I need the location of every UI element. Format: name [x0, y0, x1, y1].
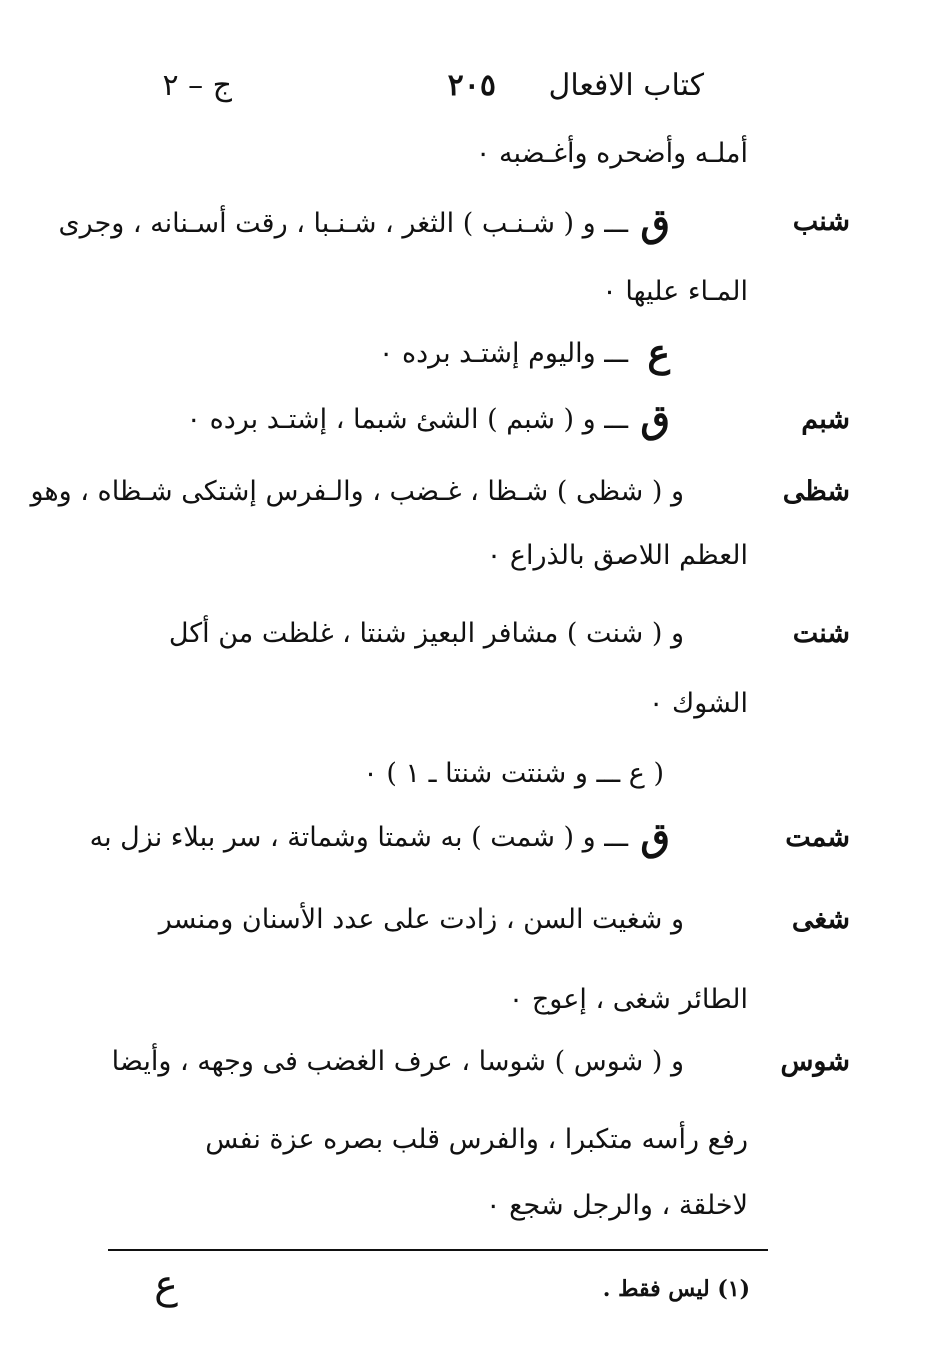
text-line: الشوك ٠	[648, 688, 748, 719]
text-line: ـــ واليوم إشتـد برده ٠	[378, 338, 628, 369]
entry-headword: شوس	[780, 1046, 850, 1077]
entry-marker: ق	[640, 814, 670, 859]
entry-marker: ق	[640, 200, 670, 245]
entry-headword: شنب	[792, 206, 850, 237]
text-line: و ( شنت ) مشافر البعيز شنتا ، غلظت من أكل	[168, 618, 684, 649]
entry-marker: ع	[647, 330, 670, 375]
text-line: و ( شظى ) شـظا ، غـضب ، والـفرس إشتكى شـظاه ، وهو	[30, 476, 684, 507]
footnote: (١) ليس فقط .	[602, 1276, 750, 1302]
text-line: العظم اللاصق بالذراع ٠	[486, 540, 748, 571]
text-line: ـــ و ( شـنـب ) الثغر ، شـنـبا ، رقت أسـنانه ، وجرى	[58, 208, 628, 239]
signature-mark: ع	[154, 1262, 178, 1308]
entry-marker: ق	[640, 396, 670, 441]
entry-headword: شنت	[792, 618, 850, 649]
text-line: لاخلقة ، والرجل شجع ٠	[486, 1190, 748, 1221]
text-line: المـاء عليها ٠	[602, 276, 748, 307]
page-number: ٢٠٥	[447, 68, 496, 103]
text-line: ـــ و ( شبم ) الشئ شبما ، إشتـد برده ٠	[186, 404, 628, 435]
book-title: كتاب الافعال	[548, 68, 704, 103]
entry-headword: شغى	[791, 904, 850, 935]
text-line: الطائر شغى ، إعوج ٠	[508, 984, 748, 1015]
text-line: أملـه وأضحره وأغـضبه ٠	[475, 138, 748, 169]
entry-headword: شمت	[785, 822, 850, 853]
entry-headword: شبم	[801, 404, 850, 435]
volume-label: ج – ٢	[162, 68, 232, 103]
text-line: رفع رأسه متكبرا ، والفرس قلب بصره عزة نفس	[205, 1124, 748, 1155]
text-line: و ( شوس ) شوسا ، عرف الغضب فى وجهه ، وأيضا	[111, 1046, 684, 1077]
text-line: ( ع ـــ و شنتت شنتا ـ ١ ) ٠	[363, 758, 664, 789]
text-line: و شغيت السن ، زادت على عدد الأسنان ومنسر	[158, 904, 684, 935]
text-line: ـــ و ( شمت ) به شمتا وشماتة ، سر ببلاء نزل به	[89, 822, 628, 853]
entry-headword: شظى	[782, 476, 850, 507]
footnote-divider	[108, 1249, 768, 1251]
